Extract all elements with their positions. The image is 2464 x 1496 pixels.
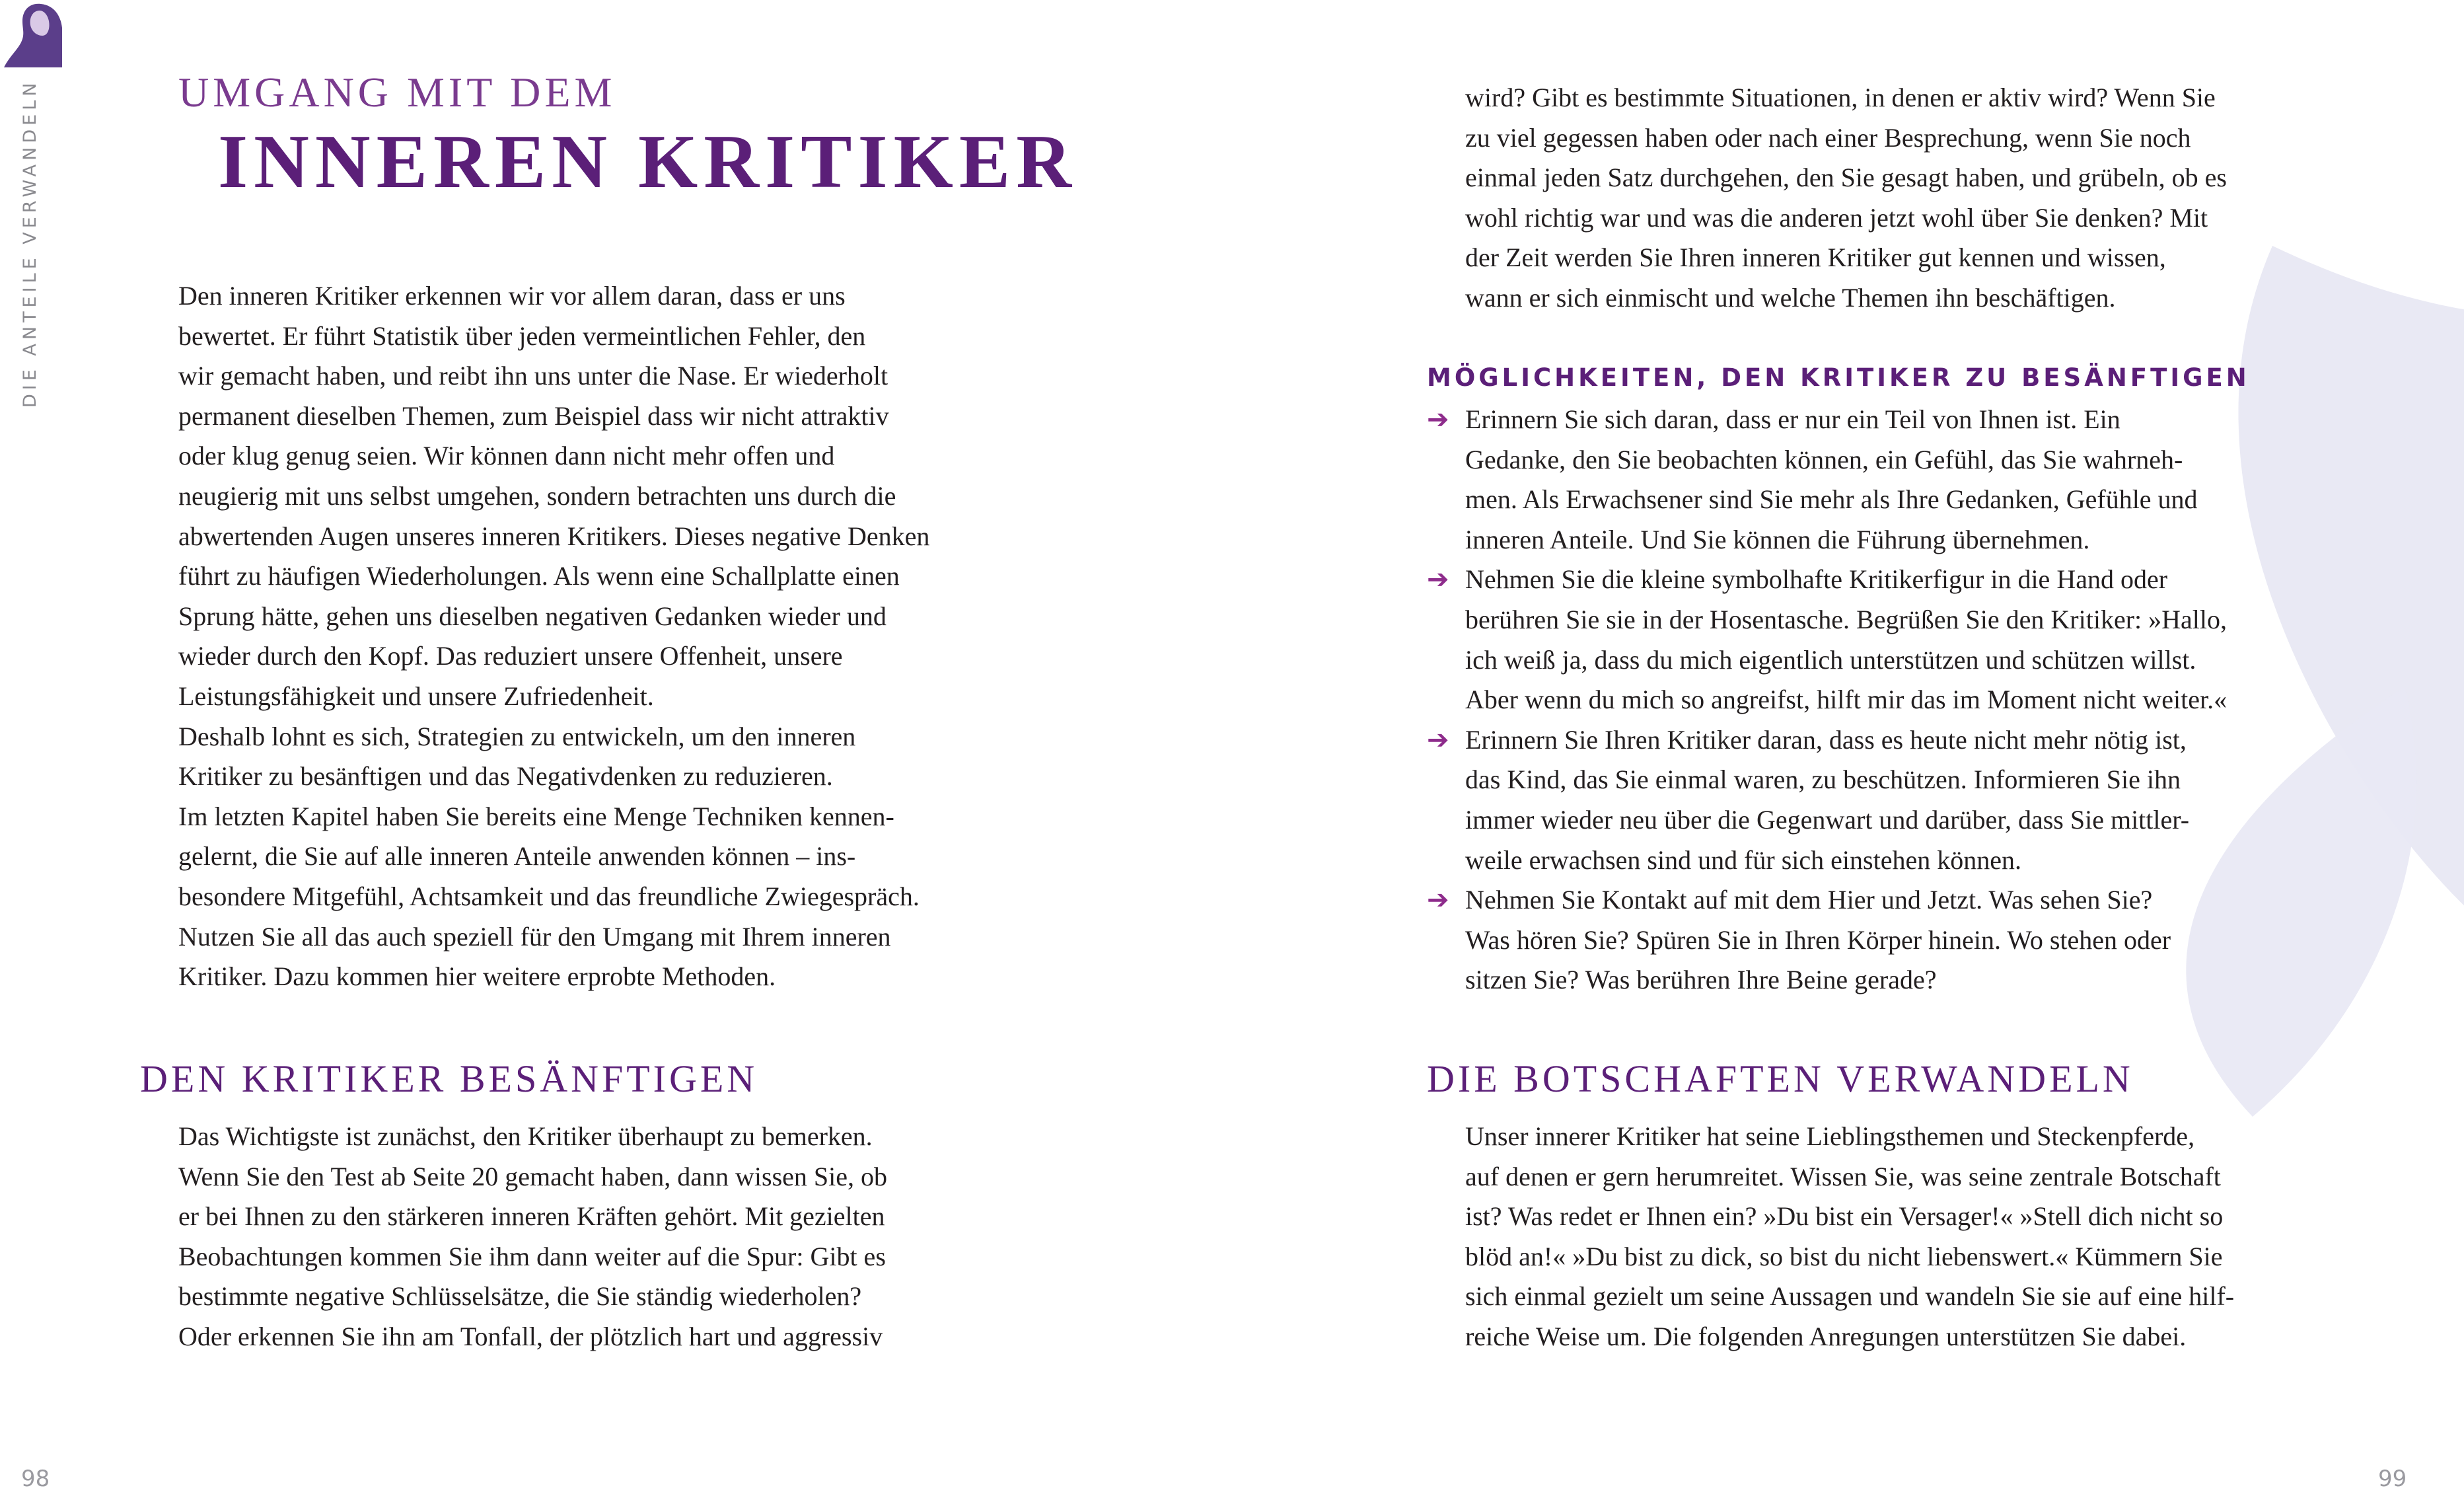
woman-silhouette-icon bbox=[3, 1, 62, 67]
section-paragraph bbox=[178, 1117, 887, 1357]
text-line: Erinnern Sie Ihren Kritiker daran, dass es heute nicht mehr nötig ist, bbox=[1465, 724, 2187, 755]
text-line: wird? Gibt es bestimmte Situationen, in denen er aktiv wird? Wenn Sie bbox=[1465, 83, 2216, 112]
text-line: blöd an!« »Du bist zu dick, so bist du nicht liebenswert.« Kümmern Sie bbox=[1465, 1241, 2223, 1271]
arrow-right-icon: ➔ bbox=[1427, 885, 1449, 916]
text-line: Erinnern Sie sich daran, dass er nur ein Teil von Ihnen ist. Ein bbox=[1465, 404, 2120, 434]
text-line: ich weiß ja, dass du mich eigentlich unterstützen und schützen willst. bbox=[1465, 644, 2196, 675]
section-heading-besaenftigen: DEN KRITIKER BESÄNFTIGEN bbox=[140, 1057, 758, 1100]
text-line: wann er sich einmischt und welche Themen ihn beschäftigen. bbox=[1465, 282, 2116, 313]
text-line: berühren Sie sie in der Hosentasche. Begrüßen Sie den Kritiker: »Hallo, bbox=[1465, 604, 2228, 634]
text-line: weile erwachsen sind und für sich einstehen können. bbox=[1465, 844, 2021, 875]
text-line: wir gemacht haben, und reibt ihn uns unter die Nase. Er wiederholt bbox=[178, 361, 888, 391]
section-paragraph bbox=[1465, 1117, 2234, 1357]
text-line: Aber wenn du mich so angreifst, hilft mir das im Moment nicht weiter.« bbox=[1465, 685, 2228, 715]
arrow-right-icon: ➔ bbox=[1427, 404, 1449, 435]
text-line: Im letzten Kapitel haben Sie bereits eine Menge Techniken kennen- bbox=[178, 801, 894, 831]
chapter-title-line1: UMGANG MIT DEM bbox=[178, 69, 616, 116]
text-line: Nutzen Sie all das auch speziell für den Umgang mit Ihrem inneren bbox=[178, 921, 891, 952]
text-line: oder klug genug seien. Wir können dann nicht mehr offen und bbox=[178, 441, 835, 471]
text-line: bestimmte negative Schlüsselsätze, die Sie ständig wiederholen? bbox=[178, 1281, 862, 1312]
section-heading-botschaften: DIE BOTSCHAFTEN VERWANDELN bbox=[1427, 1057, 2134, 1100]
text-line: Gedanke, den Sie beobachten können, ein Gefühl, das Sie wahrneh- bbox=[1465, 444, 2183, 474]
right-page bbox=[1232, 0, 2464, 1496]
text-line: men. Als Erwachsener sind Sie mehr als Ihre Gedanken, Gefühle und bbox=[1465, 484, 2198, 515]
text-line: Oder erkennen Sie ihn am Tonfall, der plötzlich hart und aggressiv bbox=[178, 1321, 883, 1351]
text-line: reiche Weise um. Die folgenden Anregungen unterstützen Sie dabei. bbox=[1465, 1321, 2187, 1351]
arrow-right-icon: ➔ bbox=[1427, 564, 1449, 595]
text-line: Deshalb lohnt es sich, Strategien zu entwickeln, um den inneren bbox=[178, 721, 856, 751]
text-line: gelernt, die Sie auf alle inneren Anteile anwenden können – ins- bbox=[178, 841, 856, 872]
text-line: Beobachtungen kommen Sie ihm dann weiter auf die Spur: Gibt es bbox=[178, 1241, 886, 1271]
chapter-title-line2: INNEREN KRITIKER bbox=[218, 120, 1077, 204]
text-line: sitzen Sie? Was berühren Ihre Beine gerade? bbox=[1465, 965, 1937, 995]
text-line: der Zeit werden Sie Ihren inneren Kritiker gut kennen und wissen, bbox=[1465, 243, 2166, 273]
text-line: Den inneren Kritiker erkennen wir vor allem daran, dass er uns bbox=[178, 281, 846, 311]
arrow-right-icon: ➔ bbox=[1427, 724, 1449, 755]
text-line: Leistungsfähigkeit und unsere Zufriedenheit. bbox=[178, 681, 654, 711]
text-line: abwertenden Augen unseres inneren Kritikers. Dieses negative Denken bbox=[178, 521, 930, 551]
text-line: er bei Ihnen zu den stärkeren inneren Kräften gehört. Mit gezielten bbox=[178, 1201, 885, 1232]
page-number-right: 99 bbox=[2378, 1466, 2407, 1492]
continued-paragraph bbox=[1465, 78, 2227, 318]
text-line: Kritiker. Dazu kommen hier weitere erprobte Methoden. bbox=[178, 961, 776, 992]
page-number-left: 98 bbox=[21, 1466, 50, 1492]
text-line: neugierig mit uns selbst umgehen, sondern betrachten uns durch die bbox=[178, 480, 896, 511]
subheading-moeglichkeiten: MÖGLICHKEITEN, DEN KRITIKER ZU BESÄNFTIGEN bbox=[1427, 363, 2250, 392]
text-line: Nehmen Sie Kontakt auf mit dem Hier und Jetzt. Was sehen Sie? bbox=[1465, 885, 2153, 915]
text-line: Kritiker zu besänftigen und das Negativdenken zu reduzieren. bbox=[178, 761, 833, 792]
list-item bbox=[1427, 720, 2227, 880]
text-line: Unser innerer Kritiker hat seine Lieblingsthemen und Steckenpferde, bbox=[1465, 1121, 2195, 1151]
text-line: das Kind, das Sie einmal waren, zu beschützen. Informieren Sie ihn bbox=[1465, 765, 2181, 795]
text-line: ist? Was redet er Ihnen ein? »Du bist ein Versager!« »Stell dich nicht so bbox=[1465, 1201, 2224, 1232]
text-line: permanent dieselben Themen, zum Beispiel dass wir nicht attraktiv bbox=[178, 400, 889, 431]
text-line: auf denen er gern herumreitet. Wissen Sie, was seine zentrale Botschaft bbox=[1465, 1161, 2221, 1191]
text-line: einmal jeden Satz durchgehen, den Sie gesagt haben, und grübeln, ob es bbox=[1465, 163, 2227, 193]
running-head: DIE ANTEILE VERWANDELN bbox=[20, 79, 40, 408]
list-item bbox=[1427, 400, 2227, 560]
text-line: wieder durch den Kopf. Das reduziert unsere Offenheit, unsere bbox=[178, 641, 843, 671]
text-line: Das Wichtigste ist zunächst, den Kritiker überhaupt zu bemerken. bbox=[178, 1121, 873, 1151]
text-line: wohl richtig war und was die anderen jetzt wohl über Sie denken? Mit bbox=[1465, 202, 2208, 233]
text-line: immer wieder neu über die Gegenwart und darüber, dass Sie mittler- bbox=[1465, 804, 2190, 835]
text-line: Wenn Sie den Test ab Seite 20 gemacht haben, dann wissen Sie, ob bbox=[178, 1161, 888, 1191]
text-line: sich einmal gezielt um seine Aussagen und wandeln Sie sie auf eine hilf- bbox=[1465, 1281, 2235, 1312]
intro-paragraphs bbox=[178, 276, 929, 997]
text-line: besondere Mitgefühl, Achtsamkeit und das freundliche Zwiegespräch. bbox=[178, 881, 920, 911]
text-line: Was hören Sie? Spüren Sie in Ihren Körper hinein. Wo stehen oder bbox=[1465, 924, 2171, 955]
text-line: führt zu häufigen Wiederholungen. Als wenn eine Schallplatte einen bbox=[178, 561, 900, 591]
text-line: bewertet. Er führt Statistik über jeden vermeintlichen Fehler, den bbox=[178, 320, 866, 351]
text-line: Sprung hätte, gehen uns dieselben negativen Gedanken wieder und bbox=[178, 601, 887, 631]
text-line: zu viel gegessen haben oder nach einer Besprechung, wenn Sie noch bbox=[1465, 122, 2191, 153]
text-line: inneren Anteile. Und Sie können die Führung übernehmen. bbox=[1465, 524, 2090, 554]
list-item bbox=[1427, 880, 2227, 1000]
bullet-list bbox=[1427, 400, 2227, 1000]
text-line: Nehmen Sie die kleine symbolhafte Kritikerfigur in die Hand oder bbox=[1465, 564, 2168, 595]
list-item bbox=[1427, 560, 2227, 720]
